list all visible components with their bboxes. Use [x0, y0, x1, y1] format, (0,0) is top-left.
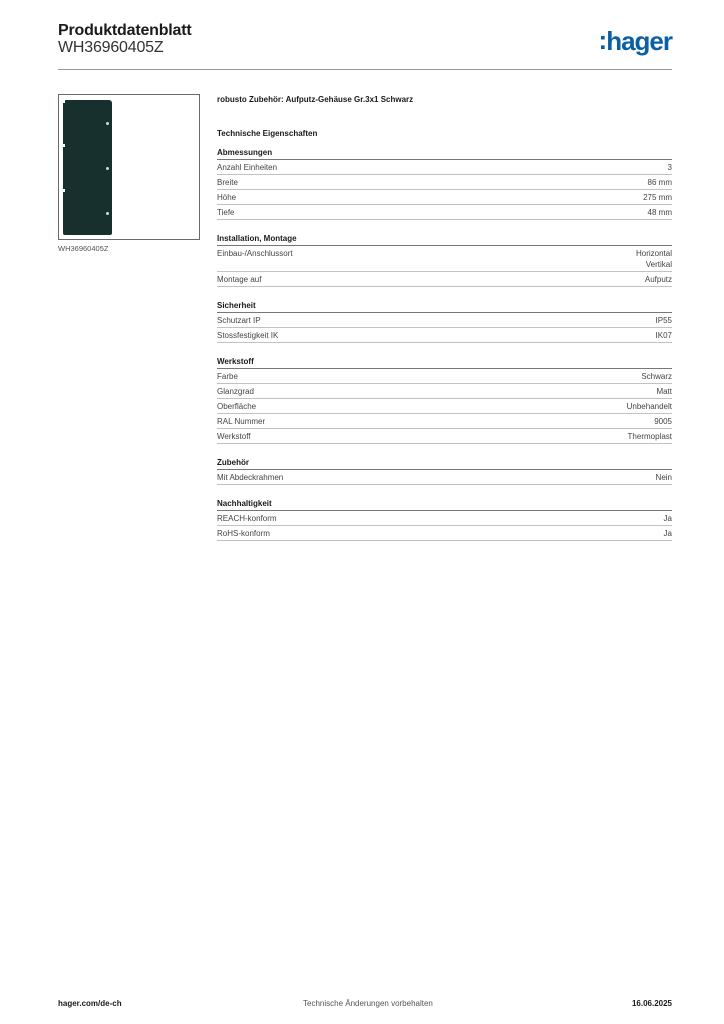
- spec-row: [217, 190, 672, 205]
- section-heading: Technische Eigenschaften: [217, 129, 318, 138]
- spec-value: [645, 274, 672, 285]
- housing-notch: [62, 100, 65, 103]
- group-title: Zubehör: [217, 458, 672, 470]
- spec-value-line: IP55: [655, 316, 672, 325]
- spec-row: [217, 272, 672, 287]
- spec-value: [656, 386, 672, 397]
- spec-label: RoHS-konform: [217, 529, 270, 538]
- spec-value-line: Thermoplast: [627, 432, 672, 441]
- group-title: Werkstoff: [217, 357, 672, 369]
- spec-value-line: Nein: [655, 473, 672, 482]
- spec-group: [217, 357, 672, 444]
- housing-screw: [106, 212, 109, 215]
- spec-row: [217, 526, 672, 541]
- header-divider: [58, 69, 672, 70]
- spec-value-line: Matt: [656, 387, 672, 396]
- spec-value: [627, 401, 672, 412]
- spec-label: Farbe: [217, 372, 238, 381]
- spec-label: Breite: [217, 178, 238, 187]
- spec-label: Schutzart IP: [217, 316, 261, 325]
- spec-row: [217, 470, 672, 485]
- image-caption: WH36960405Z: [58, 244, 109, 253]
- spec-label: RAL Nummer: [217, 417, 266, 426]
- spec-label: Glanzgrad: [217, 387, 254, 396]
- spec-value-line: Schwarz: [641, 372, 672, 381]
- spec-value: [656, 472, 672, 483]
- spec-label: Montage auf: [217, 275, 262, 284]
- spec-label: Anzahl Einheiten: [217, 163, 278, 172]
- spec-group: [217, 148, 672, 220]
- spec-row: [217, 160, 672, 175]
- spec-row: [217, 414, 672, 429]
- group-title: Installation, Montage: [217, 234, 672, 246]
- spec-value: [656, 315, 672, 326]
- group-title: Abmessungen: [217, 148, 672, 160]
- spec-label: Stossfestigkeit IK: [217, 331, 279, 340]
- spec-value-line: Ja: [663, 529, 672, 538]
- spec-value-line: 48 mm: [647, 208, 672, 217]
- spec-row: [217, 511, 672, 526]
- footer-notice: Technische Änderungen vorbehalten: [303, 999, 433, 1008]
- product-name: robusto Zubehör: Aufputz-Gehäuse Gr.3x1 Schwarz: [217, 95, 414, 104]
- spec-value: [668, 162, 672, 173]
- housing-notch: [62, 144, 65, 147]
- housing-illustration: [63, 100, 112, 235]
- article-number: WH36960405Z: [58, 39, 164, 56]
- spec-row: [217, 175, 672, 190]
- housing-screw: [106, 122, 109, 125]
- spec-value: [654, 416, 672, 427]
- spec-row: [217, 328, 672, 343]
- spec-row: [217, 205, 672, 220]
- group-title: Sicherheit: [217, 301, 672, 313]
- spec-row: [217, 246, 672, 272]
- spec-value-line: 3: [667, 163, 672, 172]
- spec-label: Oberfläche: [217, 402, 257, 411]
- spec-groups: [217, 148, 672, 541]
- spec-label: Einbau-/Anschlussort: [217, 249, 293, 258]
- spec-row: [217, 399, 672, 414]
- spec-value-line: 275 mm: [643, 193, 672, 202]
- spec-label: REACH-konform: [217, 514, 277, 523]
- spec-label: Höhe: [217, 193, 237, 202]
- spec-group: [217, 499, 672, 541]
- spec-value: [648, 177, 672, 188]
- spec-value: [643, 192, 672, 203]
- spec-value: [641, 371, 672, 382]
- footer-website[interactable]: hager.com/de-ch: [58, 999, 122, 1008]
- group-title: Nachhaltigkeit: [217, 499, 672, 511]
- spec-value-line: Horizontal: [635, 249, 672, 258]
- logo-text: hager: [606, 26, 672, 56]
- spec-label: Werkstoff: [217, 432, 251, 441]
- specification-panel: [217, 95, 672, 541]
- spec-group: [217, 458, 672, 485]
- spec-row: [217, 313, 672, 328]
- spec-label: Tiefe: [217, 208, 235, 217]
- spec-row: [217, 384, 672, 399]
- spec-value-line: Ja: [663, 514, 672, 523]
- hager-logo: :hager: [598, 25, 672, 56]
- spec-row: [217, 429, 672, 444]
- spec-value: [628, 431, 672, 442]
- housing-notch: [62, 189, 65, 192]
- housing-screw: [106, 167, 109, 170]
- spec-value-line: 86 mm: [647, 178, 672, 187]
- spec-value: [664, 513, 672, 524]
- spec-value: [664, 528, 672, 539]
- spec-value-line: 9005: [654, 417, 672, 426]
- spec-value-line: Aufputz: [644, 275, 672, 284]
- spec-label: Mit Abdeckrahmen: [217, 473, 284, 482]
- spec-value-line: IK07: [655, 331, 672, 340]
- spec-value-line: Vertikal: [645, 260, 672, 269]
- page-title: Produktdatenblatt: [58, 22, 192, 39]
- spec-group: [217, 234, 672, 287]
- spec-value-line: Unbehandelt: [626, 402, 672, 411]
- spec-group: [217, 301, 672, 343]
- spec-row: [217, 369, 672, 384]
- spec-value: [656, 330, 672, 341]
- product-image: [58, 94, 200, 240]
- spec-value: [636, 248, 672, 270]
- footer-date: 16.06.2025: [631, 999, 672, 1008]
- spec-value: [648, 207, 672, 218]
